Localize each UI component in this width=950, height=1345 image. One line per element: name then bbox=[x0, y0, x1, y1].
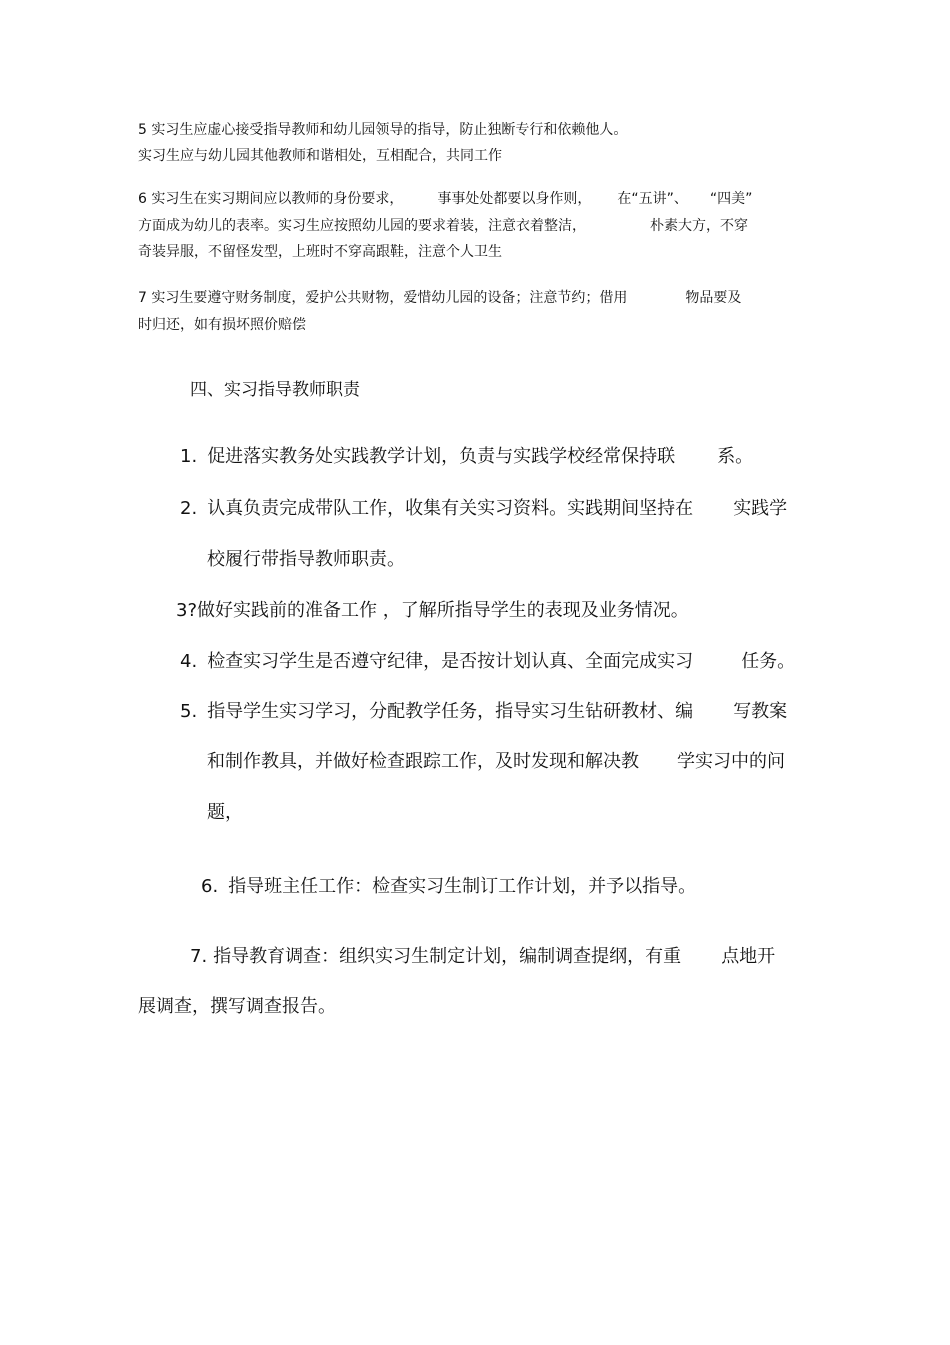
duty-item-7 bbox=[190, 942, 775, 968]
rule-6-line-1-part-b: 事事处处都要以身作则， bbox=[437, 191, 592, 207]
duty-item-2 bbox=[180, 494, 787, 520]
duty-item-5-number: 5. bbox=[180, 701, 198, 722]
rule-7-line-1 bbox=[138, 287, 741, 307]
duty-item-1-text-a: 促进落实教务处实践教学计划，负责与实践学校经常保持联 bbox=[207, 446, 676, 467]
rule-6-line-2-part-a: 方面成为幼儿的表率。实习生应按照幼儿园的要求着装，注意衣着整洁， bbox=[138, 218, 586, 234]
rule-6-line-1 bbox=[138, 188, 752, 208]
duty-item-2-number: 2. bbox=[180, 498, 198, 519]
rule-6-line-1-part-a: 6 实习生在实习期间应以教师的身份要求， bbox=[138, 191, 404, 207]
duty-item-5-text-a: 指导学生实习学习，分配教学任务，指导实习生钻研教材、编 bbox=[207, 701, 694, 722]
rule-5-line-1: 5 实习生应虚心接受指导教师和幼儿园领导的指导，防止独断专行和依赖他人。 bbox=[138, 122, 628, 138]
duty-item-5-text-c: 和制作教具，并做好检查跟踪工作，及时发现和解决教 bbox=[207, 751, 639, 772]
duty-item-1 bbox=[180, 442, 753, 468]
rule-7-line-1-part-a: 7 实习生要遵守财务制度，爱护公共财物，爱惜幼儿园的设备；注意节约；借用 bbox=[138, 290, 628, 306]
duty-item-2-text-a: 认真负责完成带队工作，收集有关实习资料。实践期间坚持在 bbox=[207, 498, 694, 519]
rule-6-line-2 bbox=[138, 215, 748, 235]
rule-5-line-2: 实习生应与幼儿园其他教师和谐相处，互相配合，共同工作 bbox=[138, 148, 502, 164]
rule-6-line-2-part-b: 朴素大方，不穿 bbox=[650, 218, 748, 234]
duty-item-7-number: 7. bbox=[190, 946, 208, 967]
rule-7-line-1-part-b: 物品要及 bbox=[685, 290, 742, 306]
duty-item-1-text-b: 系。 bbox=[717, 446, 754, 467]
duty-item-5-text-d: 学实习中的问 bbox=[677, 751, 785, 772]
duty-item-7-text-a: 指导教育调查：组织实习生制定计划，编制调查提纲，有重 bbox=[213, 946, 682, 967]
duty-item-2-text-b: 实践学 bbox=[733, 498, 788, 519]
rule-6-line-1-part-d: “四美” bbox=[709, 191, 753, 207]
duty-item-3: 3?做好实践前的准备工作 ，了解所指导学生的表现及业务情况。 bbox=[176, 600, 689, 621]
duty-item-6-text: 指导班主任工作：检查实习生制订工作计划，并予以指导。 bbox=[228, 876, 697, 897]
duty-item-6-number: 6. bbox=[201, 876, 219, 897]
rule-6-line-1-part-c: 在“五讲”、 bbox=[617, 191, 688, 207]
rule-6-line-3: 奇装异服，不留怪发型，上班时不穿高跟鞋，注意个人卫生 bbox=[138, 244, 502, 260]
duty-item-1-number: 1. bbox=[180, 446, 198, 467]
duty-item-6 bbox=[201, 872, 696, 898]
duty-item-4-text-a: 检查实习学生是否遵守纪律，是否按计划认真、全面完成实习 bbox=[207, 651, 694, 672]
duty-item-2-continuation: 校履行带指导教师职责。 bbox=[207, 549, 405, 570]
rule-7-line-2: 时归还，如有损坏照价赔偿 bbox=[138, 317, 306, 333]
duty-item-5-continuation-1 bbox=[207, 747, 785, 773]
duty-item-5-text-b: 写教案 bbox=[733, 701, 788, 722]
duty-item-4 bbox=[180, 647, 795, 673]
duty-item-7-continuation: 展调查，撰写调查报告。 bbox=[138, 996, 336, 1017]
section-heading: 四、实习指导教师职责 bbox=[190, 380, 360, 400]
duty-item-5 bbox=[180, 697, 787, 723]
duty-item-4-text-b: 任务。 bbox=[741, 651, 796, 672]
duty-item-7-text-b: 点地开 bbox=[721, 946, 776, 967]
duty-item-5-continuation-2: 题， bbox=[207, 802, 243, 823]
duty-item-4-number: 4. bbox=[180, 651, 198, 672]
